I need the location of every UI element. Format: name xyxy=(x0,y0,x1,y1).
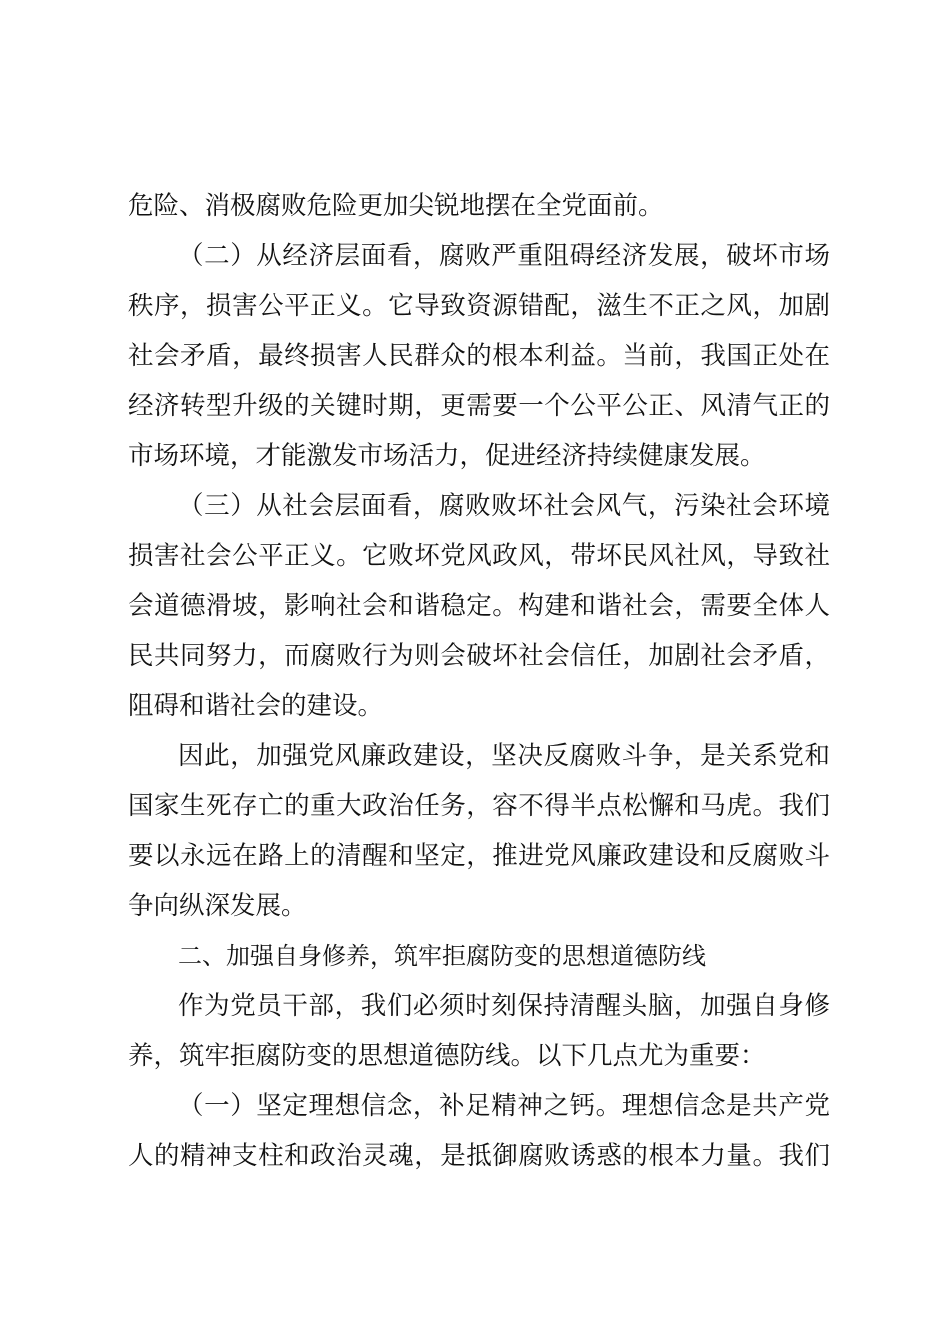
text-line: 危险、消极腐败危险更加尖锐地摆在全党面前。 xyxy=(128,191,664,221)
text-line: 会道德滑坡，影响社会和谐稳定。构建和谐社会，需要全体人 xyxy=(128,591,830,621)
text-line: 国家生死存亡的重大政治任务，容不得半点松懈和马虎。我们 xyxy=(128,791,830,821)
section-heading: 二、加强自身修养，筑牢拒腐防变的思想道德防线 xyxy=(178,942,706,970)
text-line: 秩序，损害公平正义。它导致资源错配，滋生不正之风，加剧 xyxy=(128,291,830,321)
text-line: （二）从经济层面看，腐败严重阻碍经济发展，破坏市场 xyxy=(178,241,830,271)
text-line: 社会矛盾，最终损害人民群众的根本利益。当前，我国正处在 xyxy=(128,341,830,371)
text-line: （三）从社会层面看，腐败败坏社会风气，污染社会环境 xyxy=(178,491,830,521)
text-line: 人的精神支柱和政治灵魂，是抵御腐败诱惑的根本力量。我们 xyxy=(128,1141,830,1171)
text-line: 市场环境，才能激发市场活力，促进经济持续健康发展。 xyxy=(128,441,766,471)
text-line: 因此，加强党风廉政建设，坚决反腐败斗争，是关系党和 xyxy=(178,741,830,771)
text-line: 要以永远在路上的清醒和坚定，推进党风廉政建设和反腐败斗 xyxy=(128,841,830,871)
text-line: 民共同努力，而腐败行为则会破坏社会信任，加剧社会矛盾， xyxy=(128,641,830,671)
text-line: 经济转型升级的关键时期，更需要一个公平公正、风清气正的 xyxy=(128,391,830,421)
text-line: （一）坚定理想信念，补足精神之钙。理想信念是共产党 xyxy=(178,1091,830,1121)
text-line: 养，筑牢拒腐防变的思想道德防线。以下几点尤为重要： xyxy=(128,1041,766,1071)
text-line: 争向纵深发展。 xyxy=(128,891,307,921)
text-line: 作为党员干部，我们必须时刻保持清醒头脑，加强自身修 xyxy=(178,991,830,1021)
text-line: 损害社会公平正义。它败坏党风政风，带坏民风社风，导致社 xyxy=(128,541,830,571)
text-line: 阻碍和谐社会的建设。 xyxy=(128,691,384,721)
